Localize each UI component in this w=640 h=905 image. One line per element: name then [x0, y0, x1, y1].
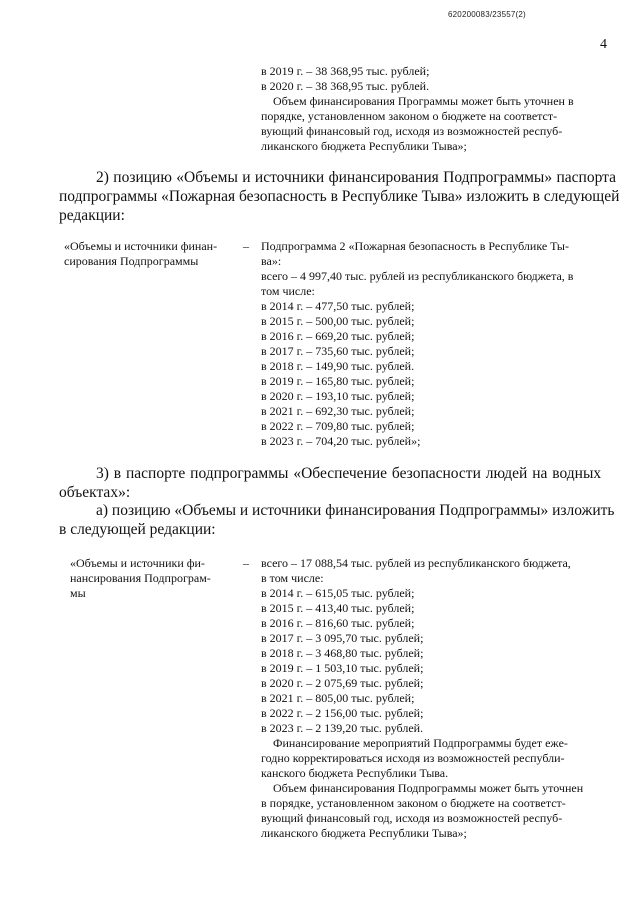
- text-line: в 2020 г. – 38 368,95 тыс. рублей.: [261, 79, 430, 93]
- table-line: в 2016 г. – 816,60 тыс. рублей;: [261, 616, 415, 630]
- table-line: в 2023 г. – 704,20 тыс. рублей»;: [261, 434, 421, 448]
- table-line: в 2019 г. – 1 503,10 тыс. рублей;: [261, 661, 424, 675]
- paragraph-line: в следующей редакции:: [59, 521, 216, 538]
- table-line: в 2015 г. – 500,00 тыс. рублей;: [261, 314, 415, 328]
- table-line: в 2016 г. – 669,20 тыс. рублей;: [261, 329, 415, 343]
- document-id: 620200083/23557(2): [448, 10, 526, 19]
- paragraph-line: объектах»:: [59, 484, 131, 501]
- table-line: в 2018 г. – 3 468,80 тыс. рублей;: [261, 646, 424, 660]
- table-line: в 2017 г. – 3 095,70 тыс. рублей;: [261, 631, 424, 645]
- table-line: в 2015 г. – 413,40 тыс. рублей;: [261, 601, 415, 615]
- paragraph-line: 2) позицию «Объемы и источники финансирования Подпрограммы» паспорта: [96, 169, 616, 186]
- table-label: нансирования Подпрограм-: [70, 571, 211, 585]
- table-line: в 2014 г. – 477,50 тыс. рублей;: [261, 299, 415, 313]
- table-line: в 2021 г. – 805,00 тыс. рублей;: [261, 691, 415, 705]
- paragraph-line: подпрограммы «Пожарная безопасность в Республике Тыва» изложить в следующей: [59, 188, 620, 205]
- table-line: в 2021 г. – 692,30 тыс. рублей;: [261, 404, 415, 418]
- table-line: годно корректироваться исходя из возможностей республи-: [261, 751, 565, 765]
- table-line: ва»:: [261, 254, 282, 268]
- table-line: ликанского бюджета Республики Тыва»;: [261, 826, 467, 840]
- table-line: в 2022 г. – 709,80 тыс. рублей;: [261, 419, 415, 433]
- table-dash: –: [243, 556, 249, 570]
- table-line: в 2020 г. – 2 075,69 тыс. рублей;: [261, 676, 424, 690]
- table-line: вующий финансовый год, исходя из возможностей респуб-: [261, 811, 563, 825]
- table-label: сирования Подпрограммы: [64, 254, 199, 268]
- table-line: в 2019 г. – 165,80 тыс. рублей;: [261, 374, 415, 388]
- table-label: «Объемы и источники фи-: [70, 556, 205, 570]
- paragraph-line: а) позицию «Объемы и источники финансирования Подпрограммы» изложить: [96, 502, 615, 519]
- table-line: в 2014 г. – 615,05 тыс. рублей;: [261, 586, 415, 600]
- paragraph-line: 3) в паспорте подпрограммы «Обеспечение безопасности людей на водных: [96, 465, 602, 482]
- paragraph-line: редакции:: [59, 207, 125, 224]
- table-line: всего – 17 088,54 тыс. рублей из республиканского бюджета,: [261, 556, 571, 570]
- table-line: том числе:: [261, 284, 315, 298]
- table-line: канского бюджета Республики Тыва.: [261, 766, 449, 780]
- table-line: в 2018 г. – 149,90 тыс. рублей.: [261, 359, 415, 373]
- table-line: Объем финансирования Подпрограммы может быть уточнен: [273, 781, 584, 795]
- text-line: Объем финансирования Программы может быть уточнен в: [273, 94, 574, 108]
- table-label: мы: [70, 586, 86, 600]
- text-line: вующий финансовый год, исходя из возможностей респуб-: [261, 124, 563, 138]
- table-line: в порядке, установленном законом о бюджете на соответст-: [261, 796, 566, 810]
- table-line: Финансирование мероприятий Подпрограммы будет еже-: [273, 736, 568, 750]
- table-dash: –: [243, 239, 249, 253]
- text-line: порядке, установленном законом о бюджете на соответст-: [261, 109, 558, 123]
- table-line: в 2023 г. – 2 139,20 тыс. рублей.: [261, 721, 424, 735]
- table-line: всего – 4 997,40 тыс. рублей из республиканского бюджета, в: [261, 269, 574, 283]
- table-line: в 2022 г. – 2 156,00 тыс. рублей;: [261, 706, 424, 720]
- table-line: в 2017 г. – 735,60 тыс. рублей;: [261, 344, 415, 358]
- table-line: в том числе:: [261, 571, 324, 585]
- page-number: 4: [600, 37, 607, 52]
- table-line: в 2020 г. – 193,10 тыс. рублей;: [261, 389, 415, 403]
- text-line: в 2019 г. – 38 368,95 тыс. рублей;: [261, 64, 430, 78]
- table-line: Подпрограмма 2 «Пожарная безопасность в Республике Ты-: [261, 239, 569, 253]
- table-label: «Объемы и источники финан-: [64, 239, 218, 253]
- text-line: ликанского бюджета Республики Тыва»;: [261, 139, 467, 153]
